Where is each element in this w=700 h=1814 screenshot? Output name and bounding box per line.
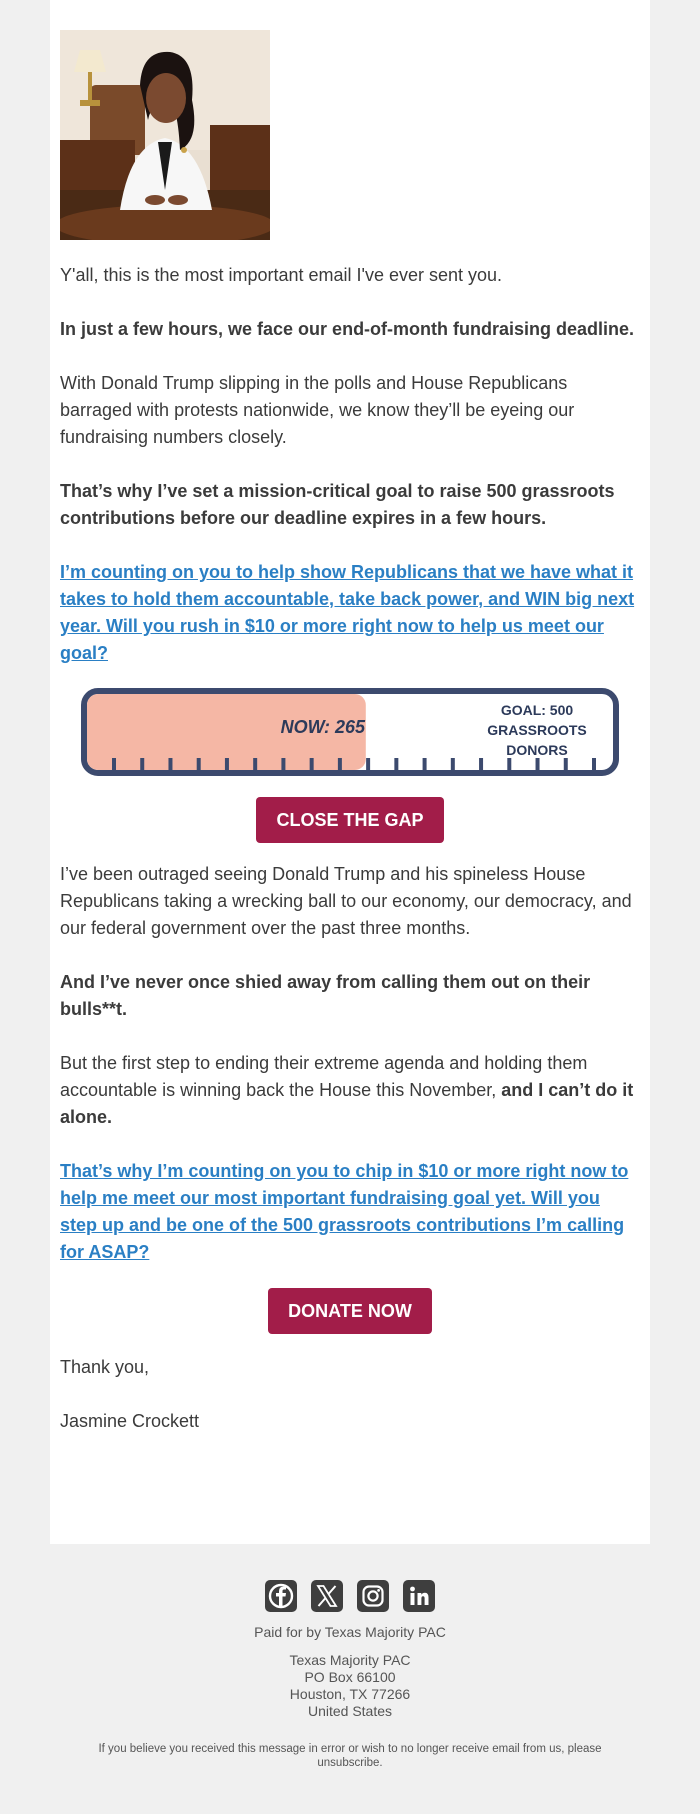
email-card [50,0,650,1544]
unsubscribe-disclaimer[interactable]: If you believe you received this message in error or wish to no longer receive email from us, please unsubscribe. [98,1743,602,1769]
thanks-text: Thank you, [60,1357,150,1377]
progress-now-label: NOW: 265 [280,717,365,737]
instagram-icon[interactable] [357,1580,389,1612]
address-line: United States [307,1703,393,1719]
paid-for-text: Paid for by Texas Majority PAC [254,1624,446,1640]
signature: Jasmine Crockett [60,1411,200,1431]
linkedin-icon[interactable] [403,1580,435,1612]
outrage-paragraph: I’ve been outraged seeing Donald Trump and his spineless House Republicans taking a wrecking ball to our economy, our democracy, and our federal government over the past three months. [60,864,632,938]
address-line: Texas Majority PAC [289,1652,411,1668]
goal-paragraph: That’s why I’ve set a mission-critical goal to raise 500 grassroots contributions before our deadline expires in a few hours. [60,481,615,528]
deadline-paragraph: In just a few hours, we face our end-of-month fundraising deadline. [60,319,635,339]
donate-link-1[interactable]: I’m counting on you to help show Republicans that we have what it takes to hold them accountable, take back power, and WIN big next year. Will you rush in $10 or more right now to help us meet our goal? [60,562,635,663]
progress-bar-graphic [60,687,640,777]
candidate-photo [60,30,270,240]
first-step-paragraph [60,1050,640,1131]
progress-bar [60,687,640,777]
address-line: Houston, TX 77266 [289,1686,411,1702]
first-step-text: But the first step to ending their extreme agenda and holding them accountable is winning back the House this November, [60,1053,588,1100]
x-icon[interactable] [311,1580,343,1612]
candidate-photo-illustration [60,30,270,240]
footer [0,1580,700,1770]
context-paragraph: With Donald Trump slipping in the polls and House Republicans barraged with protests nationwide, we know they’ll be eyeing our fundraising numbers closely. [60,373,575,447]
donate-link-2[interactable]: That’s why I’m counting on you to chip in $10 or more right now to help me meet our most important fundraising goal yet. Will you step up and be one of the 500 grassroots contributions I’m calling for ASAP? [60,1161,629,1262]
progress-goal-line3: DONORS [506,742,568,758]
address-line: PO Box 66100 [304,1669,396,1685]
first-step-bold: and I can’t do it alone. [60,1080,634,1127]
intro-paragraph: Y'all, this is the most important email I've ever sent you. [60,265,503,285]
facebook-icon[interactable] [265,1580,297,1612]
called-out-paragraph: And I’ve never once shied away from calling them out on their bulls**t. [60,972,591,1019]
progress-goal-line1: GOAL: 500 [500,702,574,718]
close-the-gap-button[interactable]: CLOSE THE GAP [256,797,444,843]
mailing-address [0,1652,700,1720]
email-content [60,30,640,1435]
progress-goal-line2: GRASSROOTS [487,722,587,738]
social-links [0,1580,700,1612]
donate-now-button[interactable]: DONATE NOW [268,1288,432,1334]
